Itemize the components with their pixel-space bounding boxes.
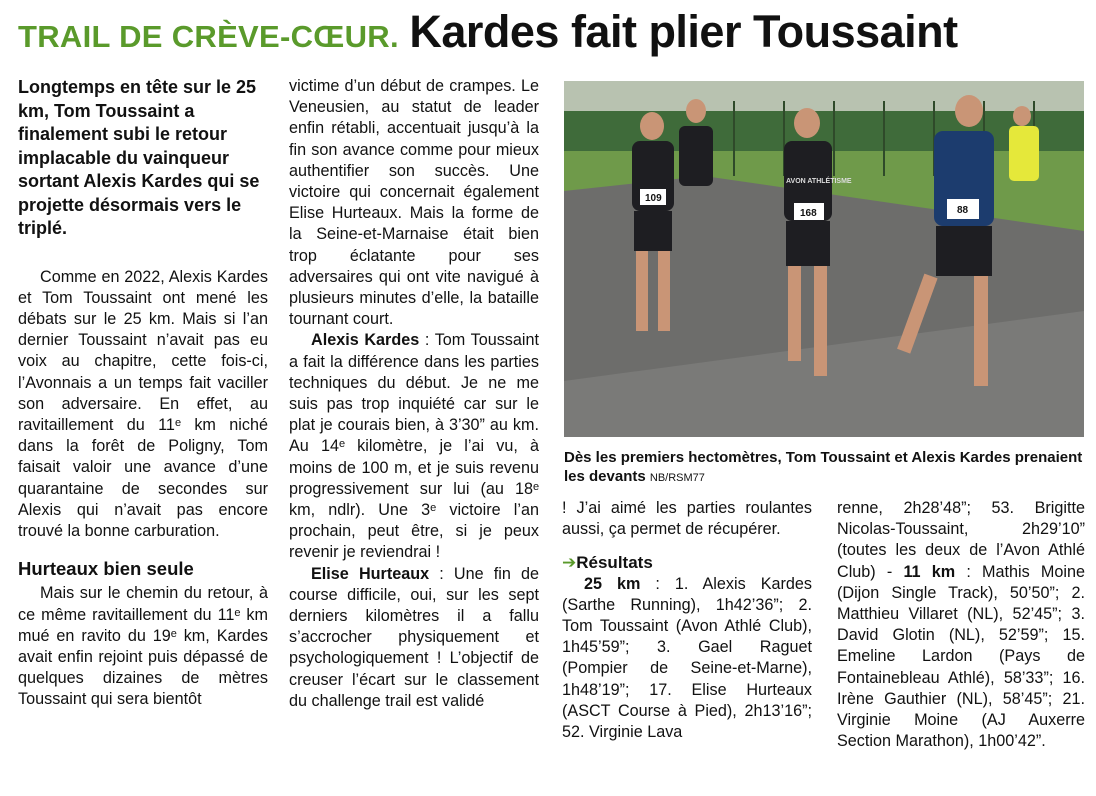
bib-109: 109	[645, 193, 662, 204]
results-heading	[562, 552, 812, 573]
arrow-icon: ➔	[562, 553, 577, 573]
subheading: Hurteaux bien seule	[18, 558, 194, 580]
results-11km-text: : Mathis Moine (Dijon Single Track), 50’50”; 2. Matthieu Villaret (NL), 52’45”; 3. David Glotin (NL), 52’59”; 15. Emeline Lardon (Pays de Fontainebleau Athlé), 58’33”; 16. Irène Gauthier (NL), 58’45”; 21. Virginie Moine (AJ Auxerre Section Marathon), 1h00’42”.	[837, 562, 1085, 751]
paragraph-2: Mais sur le chemin du retour, à ce même ravitaillement du 11ᵉ km mué en ravito du 19ᵉ km, Kardes avait enfin rejoint puis dépassé de quelques dizaines de mètres Toussaint qui sera bientôt	[18, 584, 268, 709]
paragraph-2-continued: victime d’un début de crampes. Le Veneusien, au statut de leader enfin rétabli, accentuait jusqu’à la fin son avance comme pour mieux authentifier son succès. Une victoire qui concernait également Elise Hurteaux. Mais la forme de la Seine-et-Marnaise était bien trop éclatante pour ses adversaires qui ont vite navigué à plusieurs minutes d’elle, la bataille tournant court.	[289, 77, 539, 329]
lede: Longtemps en tête sur le 25 km, Tom Toussaint a finalement subi le retour implacable du vainqueur sortant Alexis Kardes qui se projette désormais vers le triplé.	[18, 77, 260, 238]
quote-kardes-text: : Tom Toussaint a fait la différence dans les parties techniques du début. Je ne me suis pas trop inquiété car sur le plat je courais bien, à 3’30” au km. Au 14ᵉ kilomètre, je l’ai vu, à moins de 100 m, et je suis revenu progressivement sur lui (au 18ᵉ km, ndlr). Une 3ᵉ victoire l’an prochain, peut être, si je peux revenir je reviendrai !	[289, 331, 539, 562]
results-25km	[562, 574, 812, 744]
column-2	[289, 76, 539, 712]
headline-kicker: TRAIL DE CRÈVE-CŒUR.	[18, 19, 399, 54]
quote-hurteaux-continued: ! J’ai aimé les parties roulantes aussi, ça permet de récupérer.	[562, 499, 812, 539]
results-continued	[837, 498, 1085, 752]
results-11km-label: 11 km	[903, 562, 956, 581]
quote-hurteaux	[289, 564, 539, 712]
quote-hurteaux-name: Elise Hurteaux	[311, 564, 430, 583]
bib-88: 88	[957, 205, 969, 216]
race-photo	[564, 81, 1084, 437]
article-headline	[18, 6, 1088, 60]
caption-text: Dès les premiers hectomètres, Tom Toussaint et Alexis Kardes prenaient les devants	[564, 449, 1083, 485]
photo-caption	[564, 448, 1084, 488]
column-4	[837, 498, 1085, 752]
column-3	[562, 498, 812, 743]
quote-hurteaux-text: : Une fin de course difficile, oui, sur les sept derniers kilomètres il a fallu s’accrocher physiquement et psychologiquement ! L’objectif de creuser l’écart sur le classement du challenge trail est validé	[289, 564, 539, 710]
results-25km-label: 25 km	[584, 574, 641, 593]
paragraph-1: Comme en 2022, Alexis Kardes et Tom Toussaint ont mené les débats sur le 25 km. Mais si l’an dernier Toussaint n’avait pas eu voix au chapitre, cette fois-ci, l’Avonnais a un temps fait vaciller son adversaire. En effet, au ravitaillement du 11ᵉ km niché dans la forêt de Poligny, Tom faisait valoir une avance d’une quarantaine de secondes sur Alexis qui n’avait pas encore trouvé la bonne carburation.	[18, 267, 268, 540]
photo-credit: NB/RSM77	[649, 472, 705, 484]
results-25km-text-continued: renne, 2h28’48”; 53. Brigitte Nicolas-Toussaint, 2h29’10” (toutes les deux de l’Avon Athlé Club) -	[837, 499, 1085, 581]
results-25km-text: : 1. Alexis Kardes (Sarthe Running), 1h42’36”; 2. Tom Toussaint (Avon Athlé Club), 1h45’59”; 3. Gael Raguet (Pompier de Seine-et-Marne), 1h48’19”; 17. Elise Hurteaux (ASCT Course à Pied), 2h13’16”; 52. Virginie Lava	[562, 574, 812, 742]
quote-kardes	[289, 330, 539, 563]
jersey-club-text: AVON ATHLÉTISME	[786, 178, 852, 185]
quote-kardes-name: Alexis Kardes	[311, 331, 420, 350]
column-1	[18, 76, 268, 711]
results-heading-label: Résultats	[576, 553, 653, 573]
headline-title: Kardes fait plier Toussaint	[409, 6, 958, 57]
bib-168: 168	[800, 208, 817, 219]
